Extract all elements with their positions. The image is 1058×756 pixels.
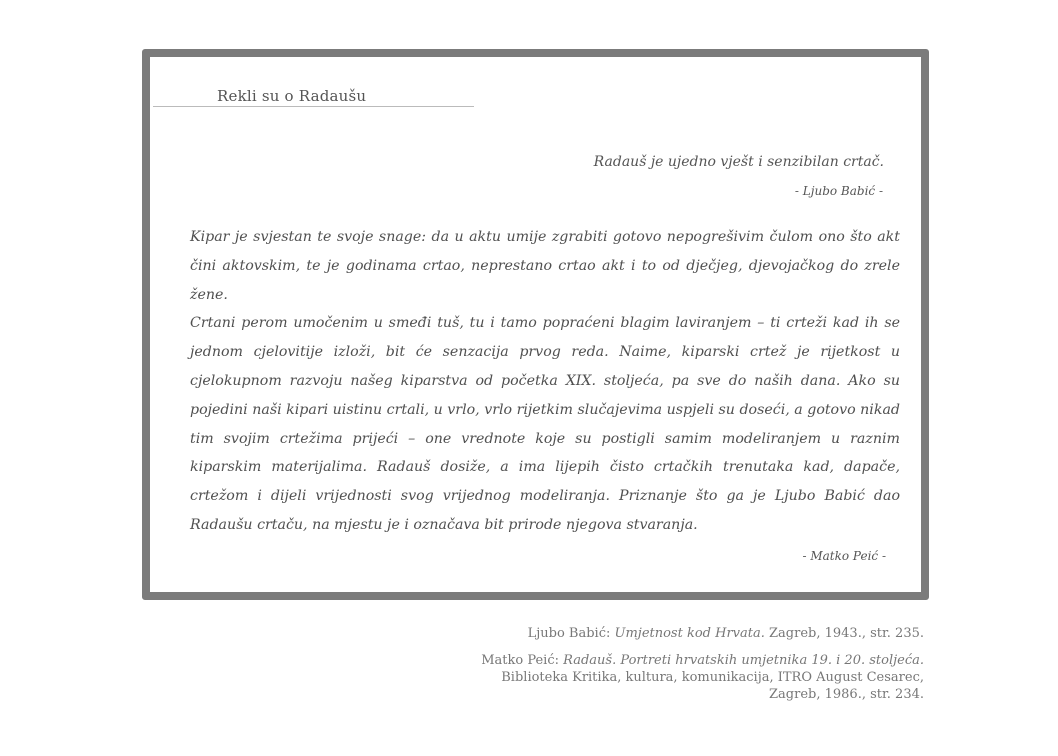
source-peic (454, 652, 924, 703)
source-babic (454, 625, 924, 642)
source-details: Zagreb, 1943., str. 235. (769, 626, 924, 641)
source-details: Biblioteka Kritika, kultura, komunikacija, ITRO August Cesarec, Zagreb, 1986., str. 234. (501, 670, 924, 702)
quote-babic: Radauš je ujedno vješt i senzibilan crtač. (593, 154, 884, 170)
quote-frame (142, 49, 929, 600)
quote-babic-author: - Ljubo Babić - (794, 184, 883, 198)
sources-list (454, 625, 924, 713)
section-title: Rekli su o Radaušu (217, 87, 367, 105)
title-underline (153, 106, 474, 107)
quote-peic-author: - Matko Peić - (802, 549, 886, 563)
quote-peic-paragraph-2: Crtani perom umočenim u smeđi tuš, tu i tamo popraćeni blagim laviranjem – ti crteži kad ih se jednom cjelovitije izloži, bit će senzacija prvog reda. Naime, kiparski crtež je rijetkost u cjelokupnom razvoju našeg kiparstva od početka XIX. stoljeća, pa sve do naših dana. Ako su pojedini naši kipari uistinu crtali, u vrlo, vrlo rijetkim slučajevima uspjeli su doseći, a gotovo nikad tim svojim crtežima prijeći – one vrednote koje su postigli samim modeliranjem u raznim kiparskim materijalima. Radauš dosiže, a ima lijepih čisto crtačkih trenutaka kad, dapače, crtežom i dijeli vrijednosti svog vrijednog modeliranja. Priznanje što ga je Ljubo Babić dao Radaušu crtaču, na mjestu je i označava bit prirode njegova stvaranja. (190, 315, 900, 533)
quote-peic-paragraph-1: Kipar je svjestan te svoje snage: da u aktu umije zgrabiti gotovo nepogrešivim čulom ono što akt čini aktovskim, te je godinama crtao, neprestano crtao akt i to od dječjeg, djevojačkog do zrele žene. (190, 229, 900, 303)
source-author: Matko Peić: (481, 653, 559, 668)
source-author: Ljubo Babić: (527, 626, 611, 641)
source-title: Radauš. Portreti hrvatskih umjetnika 19. i 20. stoljeća. (563, 653, 924, 668)
source-title: Umjetnost kod Hrvata. (614, 626, 765, 641)
quote-peic (190, 223, 900, 540)
